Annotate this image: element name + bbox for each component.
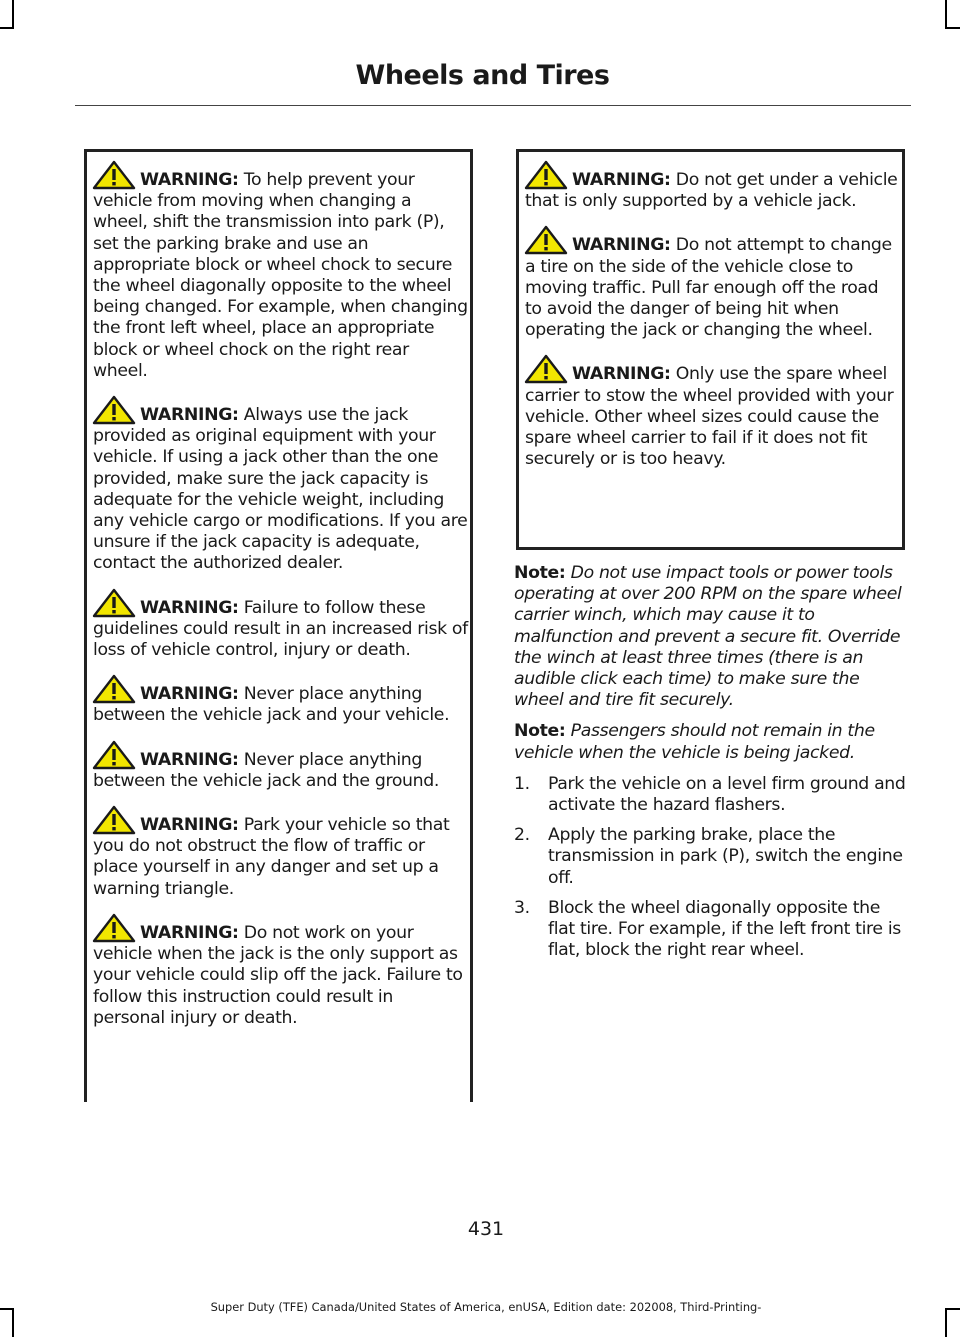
step-item <box>514 774 908 816</box>
warning-text: Failure to follow these guidelines could result in an increased risk of loss of vehicle control, injury or death. <box>93 597 468 661</box>
crop-mark <box>12 0 14 28</box>
warning-label: WARNING: <box>140 922 239 943</box>
header-rule <box>75 105 911 106</box>
note-text: Passengers should not remain in the vehicle when the vehicle is being jacked. <box>514 721 875 763</box>
warning-text: Only use the spare wheel carrier to stow the wheel provided with your vehicle. Other wheel sizes could cause the spare wheel carrier to fail if it does not fit securely or is too heavy. <box>525 364 894 470</box>
step-item <box>514 825 908 889</box>
step-text: Apply the parking brake, place the transmission in park (P), switch the engine off. <box>548 825 903 888</box>
warning-paragraph <box>93 596 468 662</box>
warning-label: WARNING: <box>140 815 239 836</box>
warning-text: Do not work on your vehicle when the jack is the only support as your vehicle could slip off the jack. Failure to follow this instruction could result in personal injury or death. <box>93 922 463 1028</box>
warning-paragraph <box>93 682 468 726</box>
warning-text: Park your vehicle so that you do not obstruct the flow of traffic or place yourself in any danger and set up a warning triangle. <box>93 815 450 899</box>
warning-text: Never place anything between the vehicle jack and your vehicle. <box>93 684 450 726</box>
note-label: Note: <box>514 721 566 742</box>
warning-paragraph <box>93 813 468 900</box>
footer-text: Super Duty (TFE) Canada/United States of America, enUSA, Edition date: 202008, Third-Printing- <box>210 1300 762 1314</box>
warning-text: To help prevent your vehicle from moving when changing a wheel, shift the transmission into park (P), set the parking brake and use an appropriate block or wheel chock to secure the wheel diagonally opposite to the wheel being changed. For example, when changing the front left wheel, place an appropriate block or wheel chock on the right rear wheel. <box>93 170 468 381</box>
warning-paragraph <box>93 403 468 575</box>
warning-label: WARNING: <box>140 684 239 705</box>
step-text: Block the wheel diagonally opposite the flat tire. For example, if the left front tire is flat, block the right rear wheel. <box>548 897 901 961</box>
page-number: 431 <box>467 1218 505 1240</box>
notes-section <box>514 563 908 764</box>
right-warning-box <box>516 149 905 550</box>
crop-mark <box>945 0 947 28</box>
crop-mark <box>0 27 14 29</box>
step-number: 3. <box>514 897 530 918</box>
warning-label: WARNING: <box>140 170 239 190</box>
warning-triangle-icon <box>92 588 136 618</box>
warning-label: WARNING: <box>572 364 671 385</box>
warning-triangle-icon <box>92 913 136 943</box>
warning-paragraph <box>93 168 468 382</box>
warning-label: WARNING: <box>140 597 239 618</box>
step-number: 2. <box>514 825 530 846</box>
crop-mark <box>945 27 960 29</box>
warning-text: Never place anything between the vehicle jack and the ground. <box>93 749 440 791</box>
warning-paragraph <box>93 921 468 1029</box>
note-paragraph <box>514 721 908 763</box>
right-column-content <box>514 563 908 970</box>
warning-triangle-icon <box>92 740 136 770</box>
steps-list <box>514 774 908 962</box>
warning-paragraph <box>525 168 900 212</box>
warning-paragraph <box>525 362 900 470</box>
warning-triangle-icon <box>92 395 136 425</box>
warning-paragraph <box>525 233 900 341</box>
page-title: Wheels and Tires <box>355 60 610 91</box>
warning-triangle-icon <box>92 160 136 190</box>
warning-paragraph <box>93 748 468 792</box>
note-label: Note: <box>514 563 566 583</box>
step-number: 1. <box>514 773 530 794</box>
note-paragraph <box>514 563 908 711</box>
warning-triangle-icon <box>92 805 136 835</box>
warning-label: WARNING: <box>572 170 671 190</box>
warning-triangle-icon <box>524 225 568 255</box>
warning-triangle-icon <box>92 674 136 704</box>
warning-text: Do not get under a vehicle that is only supported by a vehicle jack. <box>525 170 898 212</box>
warning-label: WARNING: <box>572 235 671 256</box>
step-item <box>514 898 908 962</box>
warning-text: Do not attempt to change a tire on the side of the vehicle close to moving traffic. Pull far enough off the road to avoid the danger of being hit when operating the jack or changing the wheel. <box>525 235 892 341</box>
warning-triangle-icon <box>524 354 568 384</box>
warning-label: WARNING: <box>140 749 239 770</box>
left-warning-box <box>84 149 473 1102</box>
warning-label: WARNING: <box>140 405 239 426</box>
note-text: Do not use impact tools or power tools operating at over 200 RPM on the spare wheel carrier winch, which may cause it to malfunction and prevent a secure fit. Override the winch at least three times (there is an audible click each time) to make sure the wheel and tire fit securely. <box>514 563 902 711</box>
step-text: Park the vehicle on a level firm ground and activate the hazard flashers. <box>548 773 906 816</box>
warning-triangle-icon <box>524 160 568 190</box>
warning-text: Always use the jack provided as original equipment with your vehicle. If using a jack other than the one provided, make sure the jack capacity is adequate for the vehicle weight, including any vehicle cargo or modifications. If you are unsure if the jack capacity is adequate, contact the authorized dealer. <box>93 405 468 574</box>
